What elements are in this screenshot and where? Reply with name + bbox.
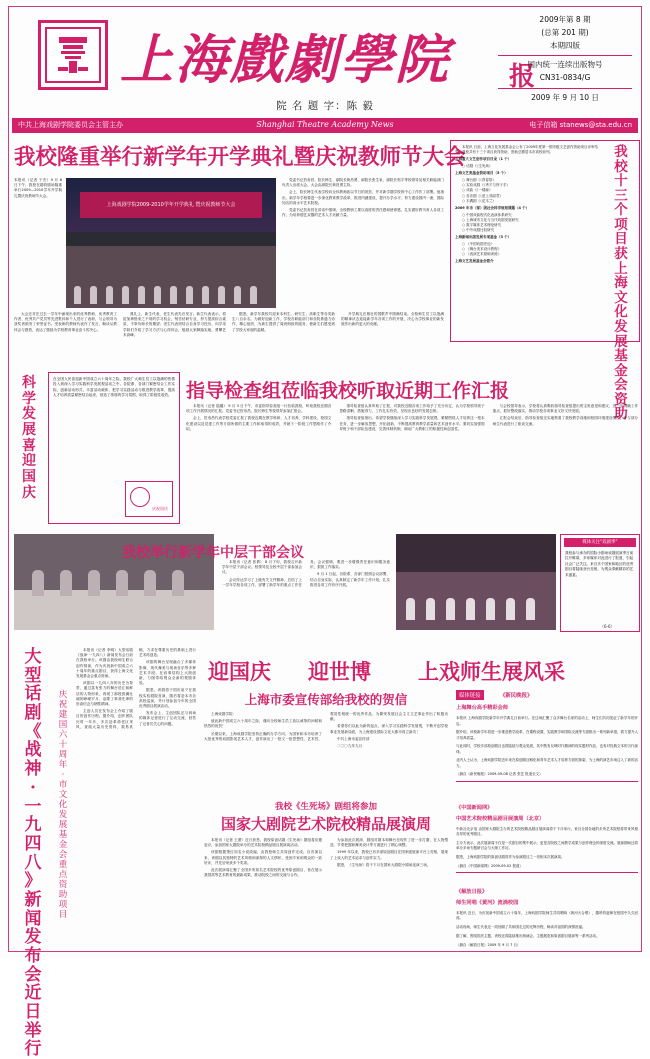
issue-pages: 本期四版 — [550, 40, 580, 50]
lead-headline: 我校隆重举行新学年开学典礼暨庆祝教师节大会 — [14, 145, 466, 170]
science-development-box — [48, 372, 180, 524]
fund-item: ○ 木偶剧《《花木兰》 — [462, 198, 496, 203]
divider — [498, 55, 632, 56]
media-links-column — [456, 690, 638, 947]
fund-item: ○ 音乐剧《《爱上邓丽君》 — [462, 193, 503, 198]
media-tag: 媒体链接 — [456, 690, 484, 700]
page-title: 上海戲劇學院 — [120, 29, 450, 91]
media-text-0: 本报讯 上海戏剧学院新学年开学典礼日前举行。在这场汇聚了众多舞台名家的活动上，师生们共同见证了新学年的开启。 据介绍，该校新学年将进一步推进教学改革，在课程设置、实践教学和国际交流等方面推出一系列新举措，着力提升人才培养质量。 与此同时，学校多部原创剧目也将陆续与观众见面，其中既有反映时代精神的现实题材作品，也有对经典文本的当代演绎。 业内人士认为，上海戏剧学院近年来在原创剧目孵化和青年艺术人才培养方面的探索，为上海的演艺市场注入了新的活力。 — [456, 716, 638, 768]
lead-story — [14, 140, 466, 171]
drama-season-title: 媒体关注“戏剧季” — [564, 538, 636, 547]
fund-group-head-1: 上海文艺类基金资助项目（5 个） — [455, 171, 508, 176]
media-item-1 — [456, 802, 638, 876]
issue-total: (总第 201 期) — [541, 27, 589, 37]
media-headline-1: 中国艺术院校精品剧目展演周（北京） — [456, 815, 545, 822]
midsection-body: 本报讯（记者 张倩） 8 月下旬，我校召开新学年中层干部会议。校领导及全校中层干部参加会议。 会议传达学习了上级有关文件精神，总结了上一学年学校各项工作，部署了新学年的重点工作任务。会议强调，要进一步增强责任意识和服务意识，狠抓工作落实。 9 月 1 日起，各院系、各部门按照会议部署，结合自身实际，认真制定了新学年工作计划，扎实推进各项工作有序开展。 — [222, 560, 390, 587]
media-source-0: 《新民晚报》 — [500, 693, 533, 699]
lead-body-bottom: 大会还对在过去一学年中涌现出来的优秀教师、优秀教育工作者、优秀共产党员等先进集体和个人进行了表彰，与会领导为获奖者颁发了荣誉证书。受表彰的教师代表作了发言，畅谈从教体会与感悟，表达了继续为学校教育事业奋斗的决心。 典礼上，新生代表、老生代表先后发言。新生代表表示，将倍加珍惜来之不易的学习机会，刻苦钻研专业，努力提高综合素质，不辜负师长的期望；老生代表则结合自身学习经历，向学弟学妹们介绍了学习方法与心得体会，勉励大家脚踏实地，勇攀艺术高峰。 据悉，新学年我校共迎来本科生、研究生、高职生等各类新生八百余名。为做好迎新工作，学校各职能部门和各院系通力协作，精心组织，为新生提供了周到细致的服务，使新生们感受到了学校大家庭的温暖。 开学典礼在雄壮的国歌声中圆满结束。全校师生员工以饱满的精神状态迎接新学年各项工作的开展，决心为学校事业的新发展作出新的更大的贡献。 — [14, 312, 444, 337]
slogan-science-development: 科 学 发 展 喜 迎 国 庆 — [22, 375, 36, 501]
fund-item: ○ 戏曲《《一缕麻》 — [462, 188, 493, 193]
inspection-headline: 指导检查组莅临我校听取近期工作汇报 — [186, 380, 510, 402]
drama-season-box — [560, 534, 640, 632]
fund-group-items-2 — [455, 213, 605, 233]
banner-faculty-students: 上戏师生展风采 — [418, 659, 565, 684]
media-credit-2: （摘自《解放日报》2009 年 9 月 7 日） — [456, 942, 521, 947]
war-god-body: 本报讯（记者 李明）大型话剧《战神·一九四八》新闻发布会日前在我校举行。该剧由我校师生联合创作排演，作为庆祝新中国成立六十周年的重点剧目，获得上海文化发展基金会重点资助。 该剧以一九四八年的历史为背景，通过富有张力的舞台语汇和鲜活的人物形象，再现了那段波澜壮阔的峥嵘岁月，讴歌了革命先辈的崇高信念与牺牲精神。 主创人员在发布会上介绍了剧目的创作历程。据介绍，创作团队历时一年多，多次赴革命老区采风，查阅大量历史资料，数易其稿，力求在尊重历史的基础上进行艺术再创造。 该剧的舞台呈现融合了多媒体影像、现代舞美与现场音乐等多种艺术手段，在叙事结构上大胆创新，力图带给观众全新的观剧体验。 据悉，该剧将于国庆前夕在我校实验剧院首演，随后将赴本市各高校巡演，并计划参加今年的全国优秀剧目展演活动。 发布会上，主创团队还与到场的媒体记者进行了互动交流，回答了记者们关心的问题。 — [76, 648, 196, 729]
national-day-stamp — [125, 481, 173, 517]
fund-item: ○ 《舞台美术设计教程》 — [462, 247, 502, 252]
issue-number: 2009年第 8 期 — [539, 15, 591, 24]
celebration-banner — [204, 656, 640, 682]
seal-logo-icon — [38, 20, 108, 90]
photo-banner-text: 上海戏剧学院2009-2010学年开学典礼 暨庆祝教师节大会 — [80, 192, 262, 218]
publication-code: CN31-0834/G — [539, 73, 591, 82]
publication-code-label: 国内统一连续出版物号 — [527, 60, 603, 70]
media-source-2: 《解放日报》 — [456, 889, 488, 895]
email-address: 电子信箱 stanews@sta.edu.cn — [529, 121, 632, 129]
shengsichang-kicker: 我校《生死场》剧组将参加 — [274, 802, 377, 812]
fund-group-items-3 — [455, 242, 605, 257]
fund-group-head-3: 上海新闻出版发展专项基金（3 个） — [455, 234, 512, 239]
fund-item: ○ 中国戏曲程式化表演体系研究 — [462, 212, 512, 217]
fund-body — [455, 145, 605, 266]
divider — [498, 88, 632, 89]
fund-item: ○ 《中国戏剧史论》 — [462, 242, 495, 246]
fund-intro: 本报讯 日前，上海文化发展基金会公布了2009年度第一期市级文艺创作资助项目评审结果，我校共有十三个项目获得资助，资助总额居本市高校前列。 — [455, 145, 599, 155]
fund-vertical-title: 我 校 十 三 个 项 目 获 上 海 文 化 发 展 基 金 会 资 助 — [614, 144, 628, 423]
fund-item: ○ 话剧《《生死场》 — [462, 164, 493, 169]
page-note: （6-6） — [600, 624, 615, 629]
fund-item: ○ 《表演艺术基础训练》 — [462, 252, 502, 257]
slogan-war-god-play: 大 型 话 剧 《 战 神 · 一 九 四 八 》 新 闻 发 布 会 近 日 举 行 — [24, 647, 42, 1059]
lead-photo — [66, 178, 276, 308]
stamp-circle-icon — [130, 487, 150, 507]
drama-season-text: 我校参与承办的国际小剧场戏剧展演季日前拉开帷幕，多家媒体对此进行了报道，引起社会广泛关注。来自多个国家和地区的优秀剧目将陆续登台亮相，为观众奉献精彩的艺术盛宴。 — [565, 551, 634, 577]
fund-group-head-0: 上海重大文艺创作项目目录（1 个） — [455, 157, 512, 162]
banner-expo: 迎世博 — [308, 659, 371, 684]
performance-photo — [396, 534, 556, 630]
media-headline-2: 师生同唱《黄河》流淌校园 — [456, 899, 519, 906]
slogan-war-god-sub: 庆 祝 建 国 六 十 周 年 · 市 文 化 发 展 基 金 会 重 点 资 助 项 目 — [58, 690, 68, 921]
fund-item: ○ 数字媒体艺术理论研究 — [462, 222, 502, 227]
media-item-0 — [456, 702, 638, 785]
shengsichang-headline: 国家大剧院艺术院校精品展演周 — [220, 815, 431, 833]
congrats-letter — [204, 690, 448, 708]
masthead — [12, 10, 638, 112]
photo-table — [14, 590, 214, 630]
publisher-name: 中共上海戏剧学院委员会主管主办 — [18, 121, 123, 129]
fund-item: ○ 中外戏剧比较研究 — [462, 227, 495, 232]
media-headline-0: 上海舞台高手精彩会师 — [456, 705, 508, 711]
media-header — [456, 690, 638, 700]
fund-group-items-0 — [455, 164, 605, 169]
banner-national-day: 迎国庆 — [208, 659, 271, 684]
shengsichang-story — [204, 800, 448, 834]
media-text-1: 中新社北京电 由国家大剧院主办的艺术院校精品剧目展演周将于下月举行。来自全国各地的多所艺术院校将带来风格各异的优秀剧目。 主办方表示，此次展演周不仅是一次剧目的集中展示，更是各院校之间教学成果与创作理念的深度交流。展演期间还将举办多场专题研讨会与大师工作坊。 据悉，上海戏剧学院的原创话剧将作为参演剧目之一亮相本次展演周。 — [456, 827, 638, 860]
stamp-text: 庆祝国庆 — [152, 506, 168, 511]
calligrapher-credit: 院 名 题 字：陈 毅 — [276, 100, 374, 112]
science-development-text: 在全国人民喜迎新中国成立六十周年之际，我校广大师生员工以饱满的热情投入到深入学习实践科学发展观活动之中。各院系、各部门紧密结合工作实际，创新活动形式，丰富活动载体，把学习实践活动与推进教学改革、提高人才培养质量紧密结合起来，营造了浓厚的学习氛围，取得了阶段性成效。 — [53, 377, 175, 398]
shengsichang-body: 本报讯（记者 王蕾）近日获悉，我校原创话剧《生死场》剧组将应邀赴京，参加国家大剧院举办的艺术院校精品剧目展演周活动。 该剧根据萧红同名小说改编，由我校师生共同创作完成。自首演以来，该剧以其独特的艺术风格和深厚的人文情怀，受到专家和观众的一致好评，并先后荣获多个奖项。 此次展演周汇聚了全国多所知名艺术院校的优秀原创剧目，旨在展示我国高等艺术教育的最新成果，推动院校之间的交流与合作。 为参加此次展演，剧组对剧本和舞台呈现作了进一步打磨，在人物塑造、节奏把握和舞美设计等方面进行了精心调整。 1999 年以来，我校已有多部原创剧目在国家级展演平台上亮相，展现了上戏人的艺术追求与创作实力。 据悉，《生死场》将于下月在国家大剧院小剧场连演三场。 — [204, 838, 448, 878]
congrats-body: 上海戏剧学院： 值此新中国成立六十周年之际，谨向全校师生员工致以诚挚的问候和热烈的祝贺！ 长期以来，上海戏剧学院坚持正确的办学方向，为国家和本市培养了大批优秀的戏剧影视艺术人才，创作演出了一批又一批思想性、艺术性、观赏性相统一的优秀作品，为繁荣发展社会主义文艺事业作出了积极贡献。 希望你们以此为新的起点，深入学习实践科学发展观，不断开创学校事业发展新局面，为上海建设国际文化大都市再立新功！ 中共上海市委宣传部 二〇〇九年九月 — [204, 712, 448, 749]
midsection-headline: 我校举行新学年中层干部会议 — [122, 545, 304, 561]
fund-footer: 上海文艺发展基金会简介 — [455, 259, 494, 264]
fund-item: ○ 上海城市文化与当代戏剧发展研究 — [462, 217, 519, 222]
divider — [456, 781, 638, 782]
publisher-bar — [12, 118, 638, 133]
fund-item: ○ 舞台剧《《青春祭》 — [462, 178, 496, 183]
masthead-bao: 报 — [509, 62, 536, 92]
publication-date: 2009 年 9 月 10 日 — [531, 92, 599, 102]
fund-item: ○ 实验戏剧《《秀才与刽子手》 — [462, 183, 510, 188]
photo-audience — [66, 246, 276, 308]
lead-body-right: 党委书记贺寿昌、院长韩生、副院长黄昌勇、副院长张生泉、副院长郭宇等校领导及相关职能部门负责人出席大会。大会由副院长黄昌勇主持。 会上，院长韩生代表学校向全体教师致以节日的祝贺，并对新学期学校的中心工作作了部署。他指出，新学年学校要进一步深化教育教学改革，推进内涵建设，提升办学水平，努力建设国内一流、国际知名的高水平艺术院校。 党委书记贺寿昌在讲话中强调，全校教职工要以高度的责任感和使命感，扎实做好教书育人各项工作，为培养德艺双馨的艺术人才贡献力量。 — [282, 178, 444, 218]
media-credit-1: （摘自《中国新闻网》2009-09-02 报道） — [456, 863, 523, 868]
lead-dateline: 本报讯（记者 于杰）9 月 8 日下午，我校在端钧剧场隆重举行2009—2010学年开学典礼暨庆祝教师节大会。 — [14, 178, 62, 198]
media-item-2 — [456, 886, 638, 948]
inspection-story — [186, 376, 638, 403]
divider — [456, 872, 638, 873]
media-text-2: 本报讯 近日，为庆祝新中国成立六十周年，上海戏剧学院师生共同唱响《黄河大合唱》，激昂的旋律在校园中久久回荡。 活动现场，师生代表还一同回顾了共和国走过的光辉历程，畅谈对祖国的深情祝福。 据了解，围绕国庆主题，该校还将陆续推出朗诵会、主题展览和原创剧目展演等一系列活动。 — [456, 911, 638, 938]
media-source-1: 《中国新闻网》 — [456, 805, 493, 811]
fund-group-head-2: 2009 年市（部）级社会科学规划课题（4 个） — [455, 205, 530, 210]
issue-info — [498, 14, 632, 105]
fund-sidebar — [450, 140, 640, 423]
inspection-body: 本报讯（记者 陆璐） 9 月 3 日下午，市委指导检查组一行莅临我校，听取我校近期各项工作开展情况的汇报。党委书记贺寿昌、院长韩生等校领导参加汇报会。 会上，贺寿昌代表学校党委汇报了我校近期在教学科研、人才培养、学科建设、校园文化建设以及党建工作等方面所做的主要工作和取得的成效，并就下一阶段工作思路作了介绍。 指导检查组认真听取了汇报，对我校近期各项工作给予了充分肯定，认为学校领导班子思路清晰、措施得力，工作扎实有效，呈现出良好的发展态势。 指导检查组指出，希望学校继续深入学习实践科学发展观，紧紧围绕人才培养这一根本任务，进一步解放思想，开拓创新，不断提高教育教学质量和艺术创作水平。要切实加强领导班子和干部队伍建设，完善体制机制，调动广大教职工的积极性和创造性。 与会校领导表示，学校将认真吸收指导检查组提出的宝贵意见和建议，进一步明确工作重点，抓好整改落实，推动学校各项事业又好又快发展。 汇报会结束后，指导检查组还实地察看了我校教学设施和校园环境建设情况，并与部分师生代表进行了座谈交流。 — [186, 404, 638, 431]
media-credit-0: （摘自《新民晚报》2009-09-08 记者 张艺 报道全文） — [456, 772, 543, 777]
fund-group-items-1 — [455, 178, 605, 203]
congrats-headline: 上海市委宣传部给我校的贺信 — [244, 692, 408, 707]
english-title: Shanghai Theatre Academy News — [256, 120, 394, 129]
